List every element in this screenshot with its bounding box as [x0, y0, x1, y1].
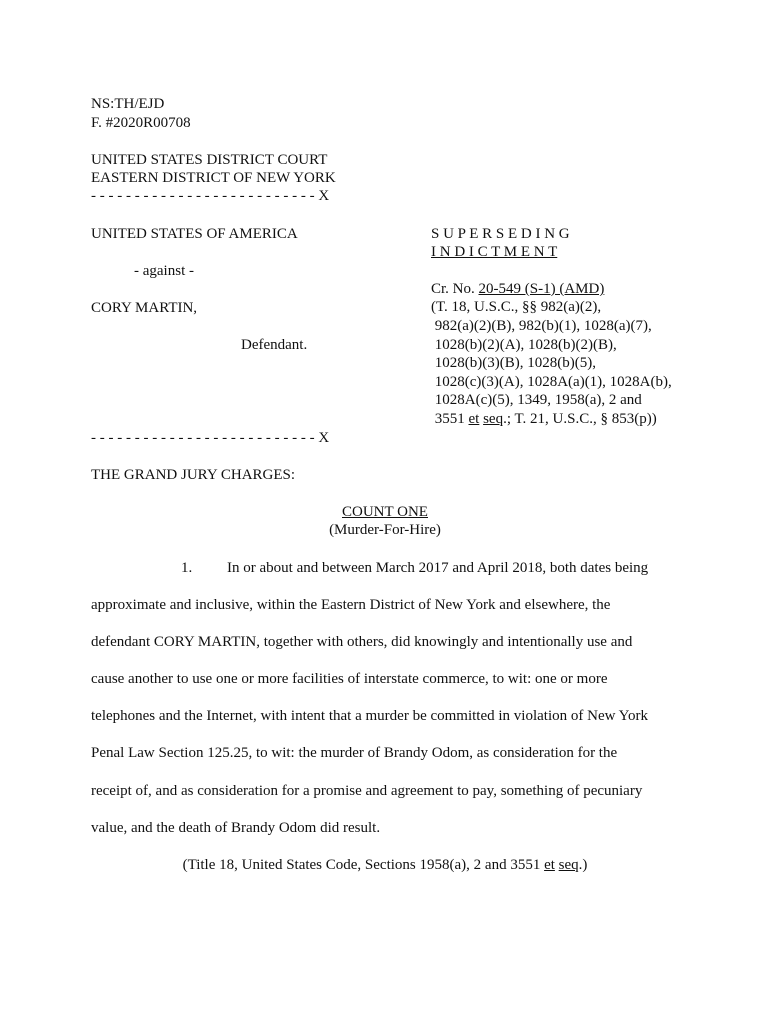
citation-line-last	[431, 410, 657, 428]
citation-et: et	[468, 411, 480, 427]
caption-separator-bottom: - - - - - - - - - - - - - - - - - - - - - - - - - - X	[91, 430, 330, 446]
paragraph-line: telephones and the Internet, with intent that a murder be committed in violation of New York	[91, 708, 648, 724]
citation-line: 1028A(c)(5), 1349, 1958(a), 2 and	[431, 392, 642, 408]
statute-text-end: .)	[578, 857, 588, 873]
statute-et: et	[544, 857, 555, 873]
court-district: EASTERN DISTRICT OF NEW YORK	[91, 170, 336, 186]
citation-line: 982(a)(2)(B), 982(b)(1), 1028(a)(7),	[431, 318, 652, 334]
paragraph-line: In or about and between March 2017 and April 2018, both dates being	[227, 560, 649, 576]
case-number-line	[431, 280, 604, 298]
case-number: 20-549 (S-1) (AMD)	[478, 281, 605, 297]
citation-seq: seq	[483, 411, 504, 427]
citation-line: 1028(c)(3)(A), 1028A(a)(1), 1028A(b),	[431, 374, 672, 390]
defendant-label: Defendant.	[241, 337, 308, 353]
doc-title-indictment: I N D I C T M E N T	[431, 244, 558, 260]
doc-title-superseding: S U P E R S E D I N G	[431, 226, 570, 242]
citation-line: 1028(b)(3)(B), 1028(b)(5),	[431, 355, 596, 371]
citation-line: 1028(b)(2)(A), 1028(b)(2)(B),	[431, 337, 617, 353]
paragraph-line: cause another to use one or more facilities of interstate commerce, to wit: one or more	[91, 671, 608, 687]
file-number: F. #2020R00708	[91, 115, 191, 131]
count-subtitle: (Murder-For-Hire)	[329, 522, 441, 538]
paragraph-number: 1.	[181, 560, 193, 576]
citation-line: (T. 18, U.S.C., §§ 982(a)(2),	[431, 299, 602, 315]
court-name: UNITED STATES DISTRICT COURT	[91, 152, 328, 168]
caption-separator-top: - - - - - - - - - - - - - - - - - - - - - - - - - - X	[91, 188, 330, 204]
statute-seq: seq	[558, 857, 579, 873]
paragraph-line: receipt of, and as consideration for a promise and agreement to pay, something of pecuniary	[91, 783, 643, 799]
against-label: - against -	[134, 263, 194, 279]
paragraph-line: defendant CORY MARTIN, together with others, did knowingly and intentionally use and	[91, 634, 633, 650]
paragraph-line: Penal Law Section 125.25, to wit: the murder of Brandy Odom, as consideration for the	[91, 745, 618, 761]
case-number-prefix: Cr. No.	[431, 281, 479, 297]
citation-text-end: .; T. 21, U.S.C., § 853(p))	[503, 411, 657, 427]
plaintiff-name: UNITED STATES OF AMERICA	[91, 226, 298, 242]
defendant-name: CORY MARTIN,	[91, 300, 198, 316]
count-title: COUNT ONE	[342, 504, 428, 520]
citation-text: 3551	[431, 411, 469, 427]
paragraph-line: approximate and inclusive, within the Eastern District of New York and elsewhere, the	[91, 597, 611, 613]
statute-citation	[0, 856, 770, 874]
paragraph-line: value, and the death of Brandy Odom did result.	[91, 820, 381, 836]
attorney-initials: NS:TH/EJD	[91, 96, 165, 112]
charges-intro: THE GRAND JURY CHARGES:	[91, 467, 296, 483]
statute-text: (Title 18, United States Code, Sections 1958(a), 2 and 3551	[182, 857, 545, 873]
